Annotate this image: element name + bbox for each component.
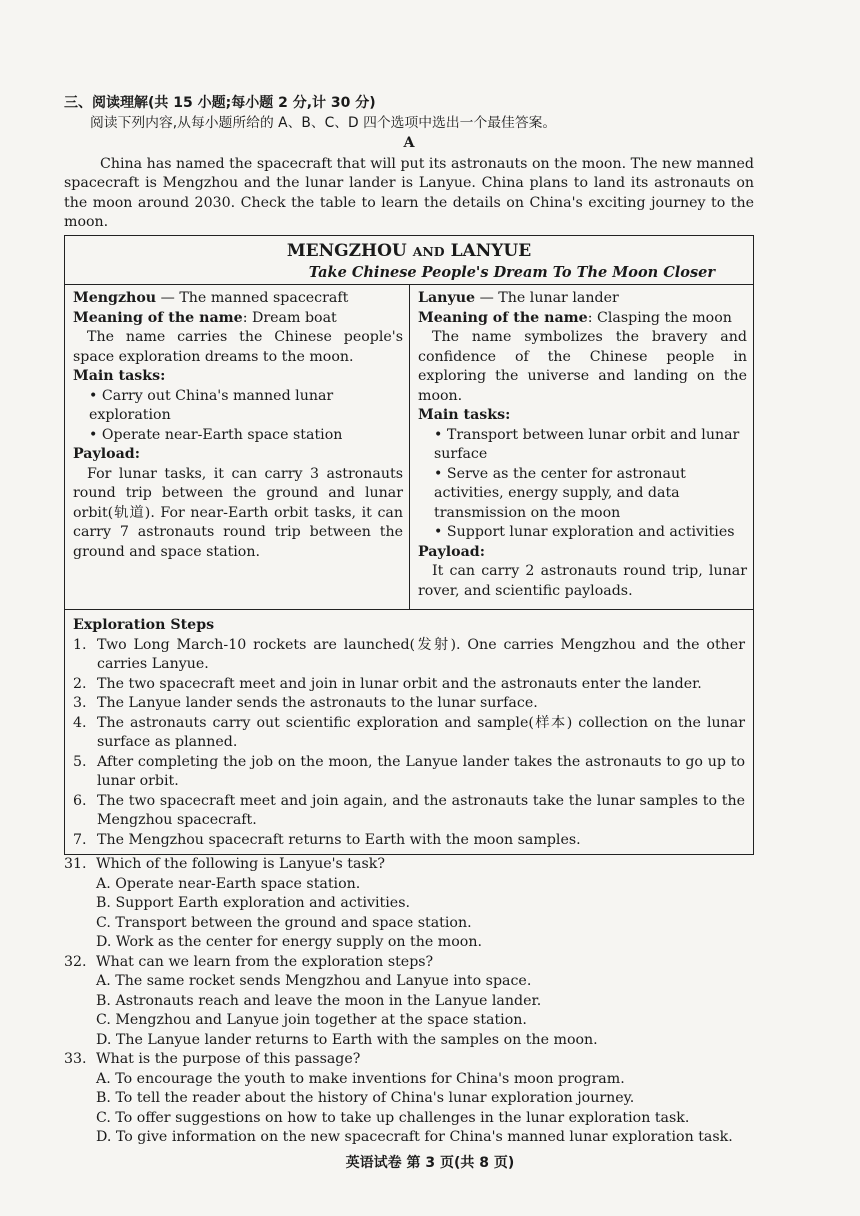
lanyue-meaning-text: The name symbolizes the bravery and confidence of the Chinese people in exploring the universe and landing on the moon.: [418, 329, 747, 404]
step-text: The Mengzhou spacecraft returns to Earth with the moon samples.: [97, 831, 581, 848]
question-number: 31.: [64, 856, 87, 872]
option-a: A. To encourage the youth to make inventions for China's moon program.: [96, 1070, 625, 1087]
mengzhou-name: Mengzhou: [73, 290, 157, 306]
step-item: [73, 792, 745, 831]
passage-intro: China has named the spacecraft that will put its astronauts on the moon. The new manned spacecraft is Mengzhou and the lunar lander is Lanyue. China plans to land its astronauts on the moon around 2030. Check the table to learn the details on China's exciting journey to the moon.: [64, 155, 754, 230]
option-d: D. To give information on the new spacecraft for China's manned lunar exploration task.: [96, 1129, 733, 1145]
lanyue-payload-text: It can carry 2 astronauts round trip, lunar rover, and scientific payloads.: [418, 563, 747, 599]
question-number: 32.: [64, 953, 87, 970]
option-c: C. Transport between the ground and space station.: [96, 914, 472, 931]
option-b: B. Astronauts reach and leave the moon in the Lanyue lander.: [96, 992, 542, 1009]
lanyue-meaning-label: Meaning of the name: [418, 309, 588, 326]
info-columns: [65, 285, 753, 610]
lanyue-meaning: : Clasping the moon: [587, 309, 732, 326]
lanyue-task-item: • Transport between lunar orbit and lunar surface: [434, 426, 740, 462]
info-box-header: [65, 236, 753, 286]
option-d: D. Work as the center for energy supply on the moon.: [96, 934, 482, 950]
option-c: C. To offer suggestions on how to take up challenges in the lunar exploration task.: [96, 1109, 690, 1126]
mengzhou-task-item: • Carry out China's manned lunar exploration: [89, 387, 334, 423]
mengzhou-task-item: • Operate near-Earth space station: [89, 426, 343, 443]
question-33: [64, 1050, 754, 1148]
question-stem: What is the purpose of this passage?: [96, 1051, 361, 1067]
question-stem: Which of the following is Lanyue's task?: [96, 856, 385, 872]
step-text: After completing the job on the moon, the Lanyue lander takes the astronauts to go up to lunar orbit.: [97, 753, 745, 789]
info-box-title: [73, 240, 745, 263]
lanyue-task-item: • Serve as the center for astronaut activities, energy supply, and data transmission on the moon: [434, 465, 686, 521]
section-instruction: 阅读下列内容,从每小题所给的 A、B、C、D 四个选项中选出一个最佳答案。: [90, 114, 557, 131]
mengzhou-meaning-text: The name carries the Chinese people's space exploration dreams to the moon.: [73, 329, 403, 365]
lanyue-task-item: • Support lunar exploration and activities: [434, 524, 735, 540]
question-stem: What can we learn from the exploration steps?: [96, 953, 434, 970]
step-text: Two Long March-10 rockets are launched(发射). One carries Mengzhou and the other carries Lanyue.: [97, 636, 745, 672]
question-31: [64, 855, 754, 953]
step-item: [73, 675, 745, 695]
step-item: [73, 753, 745, 792]
info-box: [64, 235, 754, 856]
step-number: 7.: [73, 831, 87, 848]
title-mengzhou: MENGZHOU: [286, 240, 407, 261]
exam-page: [64, 94, 754, 1148]
step-text: The two spacecraft meet and join in lunar orbit and the astronauts enter the lander.: [97, 675, 702, 692]
step-text: The two spacecraft meet and join again, and the astronauts take the lunar samples to the Mengzhou spacecraft.: [97, 792, 745, 828]
mengzhou-desc: — The manned spacecraft: [156, 290, 349, 306]
lanyue-column: [409, 285, 753, 609]
mengzhou-payload-label: Payload:: [73, 446, 140, 462]
option-d: D. The Lanyue lander returns to Earth with the samples on the moon.: [96, 1031, 598, 1048]
step-item: [73, 714, 745, 753]
option-a: A. The same rocket sends Mengzhou and Lanyue into space.: [96, 973, 532, 989]
section-title: 三、阅读理解(共 15 小题;每小题 2 分,计 30 分): [64, 95, 376, 111]
page-footer: 英语试卷 第 3 页(共 8 页): [345, 1155, 515, 1171]
option-c: C. Mengzhou and Lanyue join together at the space station.: [96, 1012, 527, 1028]
passage-letter: A: [403, 135, 415, 151]
step-number: 5.: [73, 753, 87, 770]
exploration-steps: [65, 610, 753, 854]
lanyue-name: Lanyue: [418, 290, 476, 306]
step-item: [73, 831, 745, 851]
step-item: [73, 694, 745, 714]
questions: [64, 855, 754, 1148]
step-number: 3.: [73, 695, 87, 711]
question-32: [64, 953, 754, 1051]
option-a: A. Operate near-Earth space station.: [96, 875, 361, 892]
question-number: 33.: [64, 1051, 87, 1067]
option-b: B. To tell the reader about the history of China's lunar exploration journey.: [96, 1090, 635, 1106]
option-b: B. Support Earth exploration and activities.: [96, 895, 410, 911]
mengzhou-meaning-label: Meaning of the name: [73, 309, 243, 326]
step-number: 6.: [73, 792, 87, 809]
step-text: The astronauts carry out scientific exploration and sample(样本) collection on the lunar surface as planned.: [97, 714, 745, 750]
lanyue-tasks-label: Main tasks:: [418, 407, 511, 423]
mengzhou-column: [65, 285, 409, 609]
info-box-subtitle: Take Chinese People's Dream To The Moon Closer: [308, 263, 715, 281]
lanyue-desc: — The lunar lander: [475, 290, 619, 306]
steps-title: Exploration Steps: [73, 617, 215, 633]
mengzhou-payload-text: For lunar tasks, it can carry 3 astronauts round trip between the ground and lunar orbit(轨道). For near-Earth orbit tasks, it can carry 7 astronauts round trip between the ground and space station.: [73, 465, 403, 560]
mengzhou-tasks-label: Main tasks:: [73, 368, 166, 384]
title-and: AND: [412, 243, 445, 259]
step-number: 2.: [73, 675, 87, 692]
lanyue-payload-label: Payload:: [418, 543, 485, 560]
mengzhou-meaning: : Dream boat: [242, 309, 337, 326]
step-number: 4.: [73, 714, 87, 731]
step-number: 1.: [73, 636, 87, 653]
step-item: [73, 636, 745, 675]
title-lanyue: LANYUE: [450, 240, 532, 261]
step-text: The Lanyue lander sends the astronauts to the lunar surface.: [97, 695, 538, 711]
